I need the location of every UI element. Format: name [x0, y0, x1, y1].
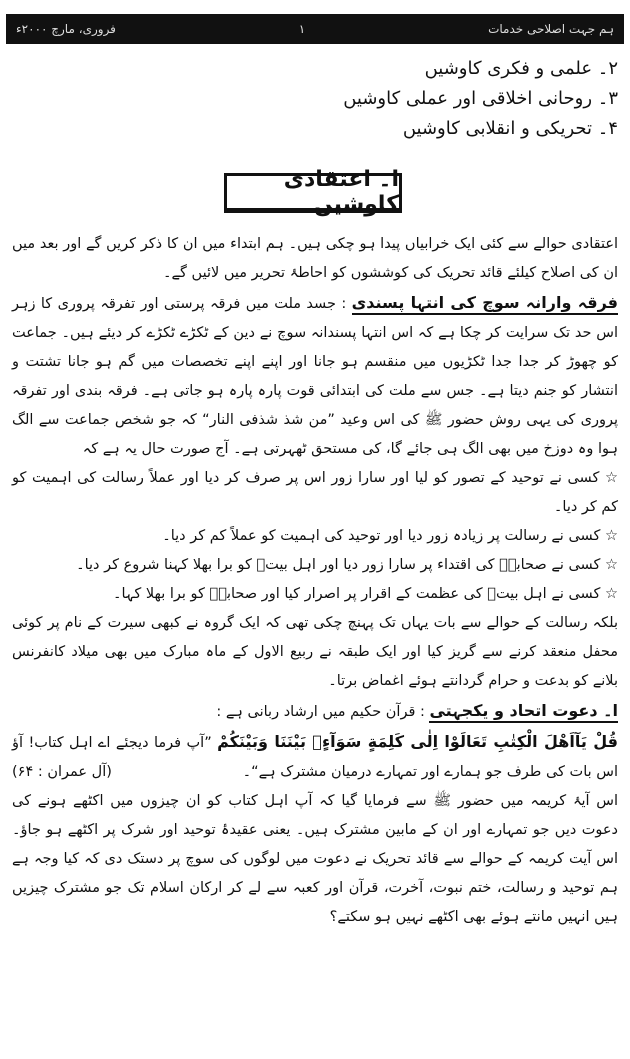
list-item: ☆ کسی نے رسالت پر زیادہ زور دیا اور توحید کی اہمیت کو عملاً کم کر دیا۔	[162, 528, 618, 544]
sectarianism-text: : جسد ملت میں فرقہ پرستی اور تفرقہ پروری کا زہر اس حد تک سرایت کر چکا ہے کہ اس انتہا پسندانہ سوچ نے دین کے ٹکڑے ٹکڑے کر دیئے ہیں۔ جماعت کو چھوڑ کر جدا جدا ٹکڑیوں میں منقسم ہو جانا اور اپنے اپنے تخصصات میں گم ہو جانا تشتت و انتشار کو جنم دیتا ہے۔ جس سے ملت کی ابتدائی قوت پارہ پارہ ہو جاتی ہے۔ فرقہ بندی اور تفرقہ پروری کی یہی روش حضور ﷺ کی اس وعید ”من شذ شذفی النار“ کہ جو شخص جماعت سے الگ ہوا وہ دوزخ میں بھی الگ ہی جائے گا، کی مستحق ٹھہرتی ہے۔ آج صورت حال یہ ہے کہ	[12, 296, 618, 457]
list-item: ☆ کسی نے صحابہؓ کی اقتداء پر سارا زور دیا اور اہل بیتؑ کو برا بھلا کہنا شروع کر دیا۔	[76, 557, 618, 573]
article-body	[12, 230, 618, 932]
section-title: ا۔ اعتقادی کاوشیں	[224, 173, 402, 213]
quote-reference: (آل عمران : ۶۴)	[12, 764, 112, 780]
header-series-title: ہم جہت اصلاحی خدمات	[488, 22, 614, 36]
header-page-number: ۱	[298, 22, 306, 36]
contents-list	[343, 54, 618, 144]
subheading-sectarianism: فرقہ وارانہ سوچ کی انتہا پسندی	[352, 293, 618, 315]
prophethood-paragraph: بلکہ رسالت کے حوالے سے بات یہاں تک پہنچ چکی تھی کہ ایک گروہ نے کبھی سیرت کے نام پر کوئی محفل منعقد کرنے سے گریز کیا اور ایک طبقہ نے ربیع الاول کے ماہ مبارک میں بھی میلاد کانفرنس بلانے کو بدعت و حرام گردانتے ہوئے اغماض برتا۔	[12, 615, 618, 689]
running-header	[6, 14, 624, 44]
subheading-unity: ا۔ دعوت اتحاد و یکجہتی	[429, 701, 618, 723]
list-item: ☆ کسی نے اہل بیتؑ کی عظمت کے اقرار پر اصرار کیا اور صحابہؓ کو برا بھلا کہا۔	[112, 586, 618, 602]
quran-quote	[12, 727, 618, 787]
toc-item: ۴۔ تحریکی و انقلابی کاوشیں	[402, 118, 618, 139]
header-issue-date: فروری، مارچ ۲۰۰۰ء	[16, 22, 116, 36]
sectarianism-paragraph	[12, 288, 618, 464]
commentary-paragraph: اس آیۂ کریمہ میں حضور ﷺ سے فرمایا گیا کہ آپ اہل کتاب کو ان چیزوں میں اکٹھے ہونے کی دعوت دیں جو تمہارے اور ان کے مابین مشترک ہیں۔ یعنی عقیدۂ توحید اور شرک پر اکٹھے ہو جاؤ۔ اس آیت کریمہ کے حوالے سے قائد تحریک نے دعوت میں لوگوں کی سوچ پر دستک دی کہ کیا وجہ ہے ہم توحید و رسالت، ختم نبوت، آخرت، قرآن اور کعبہ سے لے کر ارکان اسلام تک جو مشترک چیزیں ہیں انہیں مانتے ہوئے بھی اکٹھے نہیں ہو سکتے؟	[12, 793, 618, 925]
toc-item: ۲۔ علمی و فکری کاوشیں	[424, 58, 618, 79]
unity-paragraph	[12, 696, 618, 727]
list-item: ☆ کسی نے توحید کے تصور کو لیا اور سارا زور اس پر صرف کر دیا اور عملاً رسالت کی اہمیت کو کم کر دیا۔	[12, 470, 618, 515]
unity-intro-text: : قرآن حکیم میں ارشاد ربانی ہے :	[216, 704, 425, 720]
quote-arabic: قُلْ يَآاَهْلَ الْكِتٰبِ تَعَالَوْا اِلٰى كَلِمَةٍ سَوَآءٍۢ بَيْنَنَا وَبَيْنَكُمْ	[217, 732, 619, 751]
toc-item: ۳۔ روحانی اخلاقی اور عملی کاوشیں	[343, 88, 618, 109]
intro-paragraph: اعتقادی حوالے سے کئی ایک خرابیاں پیدا ہو چکی ہیں۔ ہم ابتداء میں ان کا ذکر کریں گے اور بعد میں ان کی اصلاح کیلئے قائد تحریک کی کوششوں کو احاطۂ تحریر میں لائیں گے۔	[12, 236, 618, 281]
quote-translation: ”آپ فرما دیجئے اے اہل کتاب! آؤ اس بات کی طرف جو ہمارے اور تمہارے درمیان مشترک ہے“۔	[12, 735, 618, 780]
